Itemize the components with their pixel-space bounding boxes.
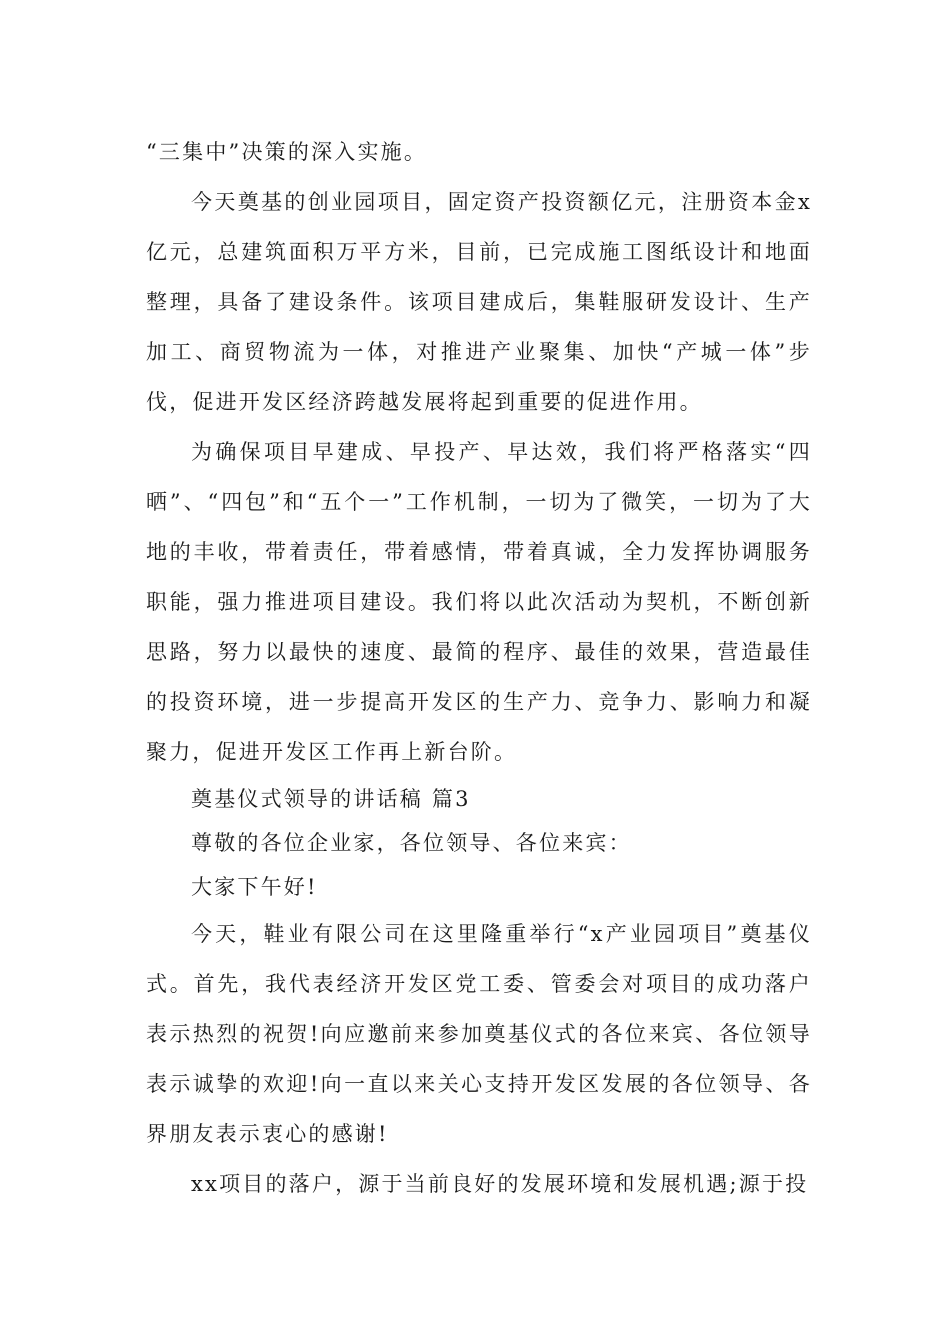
section-heading: 奠基仪式领导的讲话稿 篇3 bbox=[191, 787, 471, 811]
paragraph-ceremony: 今天，鞋业有限公司在这里隆重举行“x产业园项目”奠基仪式。首先，我代表经济开发区党工委、管委会对项目的成功落户表示热烈的祝贺!向应邀前来参加奠基仪式的各位来宾、各位领导表示诚挚的欢迎!向一直以来关心支持开发区发展的各位领导、各界朋友表示衷心的感谢! bbox=[146, 922, 812, 1146]
document-body bbox=[146, 127, 812, 1209]
paragraph-project-overview: 今天奠基的创业园项目，固定资产投资额亿元，注册资本金x亿元，总建筑面积万平方米，目前，已完成施工图纸设计和地面整理，具备了建设条件。该项目建成后，集鞋服研发设计、生产加工、商贸物流为一体，对推进产业聚集、加快“产城一体”步伐，促进开发区经济跨越发展将起到重要的促进作用。 bbox=[146, 190, 812, 414]
paragraph-project-origin: xx项目的落户，源于当前良好的发展环境和发展机遇;源于投 bbox=[191, 1172, 809, 1196]
salutation: 尊敬的各位企业家，各位领导、各位来宾： bbox=[191, 831, 632, 855]
greeting: 大家下午好! bbox=[191, 875, 318, 899]
paragraph-continuation: “三集中”决策的深入实施。 bbox=[146, 140, 428, 164]
paragraph-commitment: 为确保项目早建成、早投产、早达效，我们将严格落实“四晒”、“四包”和“五个一”工作机制，一切为了微笑，一切为了大地的丰收，带着责任，带着感情，带着真诚，全力发挥协调服务职能，强力推进项目建设。我们将以此次活动为契机，不断创新思路，努力以最快的速度、最简的程序、最佳的效果，营造最佳的投资环境，进一步提高开发区的生产力、竞争力、影响力和凝聚力，促进开发区工作再上新台阶。 bbox=[146, 440, 812, 764]
